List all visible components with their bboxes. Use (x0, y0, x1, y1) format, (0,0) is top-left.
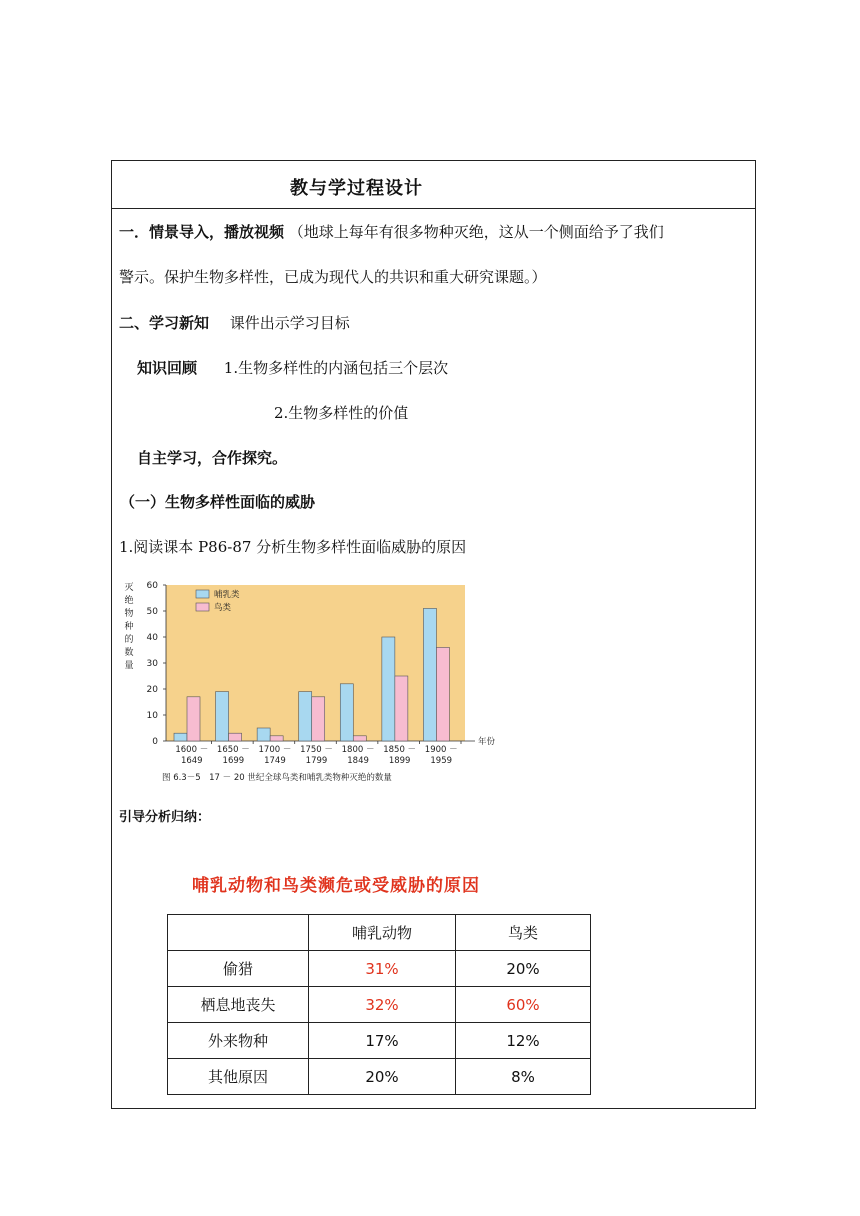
x-tick-label: 1959 (430, 756, 453, 766)
threat-table-title: 哺乳动物和鸟类濒危或受威胁的原因 (192, 876, 480, 896)
table-row (168, 1059, 591, 1095)
y-tick-label: 0 (152, 737, 158, 747)
mammal-percent-cell: 20% (309, 1059, 456, 1095)
mammal-percent-cell: 31% (309, 951, 456, 987)
section1-text1: （地球上每年有很多物种灭绝，这从一个侧面给予了我们 (288, 223, 664, 241)
bird-bar (353, 736, 366, 741)
bird-bar (395, 676, 408, 741)
y-tick-label: 30 (146, 659, 158, 669)
bird-bar (312, 697, 325, 741)
review-item-1: 1.生物多样性的内涵包括三个层次 (223, 359, 449, 377)
bird-bar (436, 647, 449, 741)
chart-caption: 图 6.3－5 17 － 20 世纪全球鸟类和哺乳类物种灭绝的数量 (162, 773, 392, 783)
x-tick-label: 1900 － (424, 745, 458, 755)
mammal-percent-cell: 17% (309, 1023, 456, 1059)
bird-percent-cell: 12% (456, 1023, 591, 1059)
legend-swatch (196, 590, 209, 598)
section2-text: 课件出示学习目标 (229, 314, 350, 332)
mammal-bar (299, 692, 312, 741)
y-axis-label-char: 物 (124, 609, 134, 619)
y-tick-label: 60 (146, 581, 158, 591)
bird-percent-cell: 20% (456, 951, 591, 987)
bird-percent-cell: 60% (456, 987, 591, 1023)
x-tick-label: 1600 － (175, 745, 209, 755)
mammal-bar (423, 608, 436, 741)
table-row (168, 951, 591, 987)
x-axis-label: 年份 (478, 737, 496, 747)
y-tick-label: 50 (146, 607, 158, 617)
x-tick-label: 1899 (388, 756, 411, 766)
bird-bar (187, 697, 200, 741)
section1-heading: 一．情景导入，播放视频 (119, 223, 285, 241)
bird-bar (270, 736, 283, 741)
y-axis-label-char: 种 (124, 622, 134, 632)
mammal-bar (382, 637, 395, 741)
subsection-heading: （一）生物多样性面临的威胁 (120, 493, 316, 511)
y-tick-label: 20 (146, 685, 158, 695)
legend-label: 鸟类 (214, 603, 232, 613)
bird-percent-cell: 8% (456, 1059, 591, 1095)
mammal-bar (174, 733, 187, 741)
y-axis-label-char: 的 (124, 635, 134, 645)
legend-label: 哺乳类 (214, 590, 240, 600)
y-axis-label-char: 数 (124, 648, 134, 658)
y-axis-label-char: 量 (124, 661, 134, 671)
section1-text2: 警示。保护生物多样性，已成为现代人的共识和重大研究课题。） (119, 268, 547, 286)
table-row (168, 1023, 591, 1059)
lesson-frame (111, 160, 756, 1109)
title-row (112, 161, 755, 209)
reading-instruction: 1.阅读课本 P86-87 分析生物多样性面临威胁的原因 (119, 538, 467, 556)
x-tick-label: 1749 (264, 756, 286, 766)
x-tick-label: 1699 (222, 756, 245, 766)
extinction-bar-chart (120, 575, 505, 785)
x-tick-label: 1700 － (258, 745, 292, 755)
x-tick-label: 1799 (305, 756, 328, 766)
table-row (168, 987, 591, 1023)
mammal-bar (216, 692, 229, 741)
threat-table (167, 914, 591, 1095)
self-study-heading: 自主学习，合作探究。 (137, 449, 288, 467)
bird-bar (229, 733, 242, 741)
page-title: 教与学过程设计 (290, 178, 423, 199)
y-tick-label: 40 (146, 633, 158, 643)
section1-line1 (119, 221, 664, 242)
x-tick-label: 1850 － (383, 745, 417, 755)
review-line (137, 357, 448, 378)
y-tick-label: 10 (146, 711, 158, 721)
legend-swatch (196, 603, 209, 611)
y-axis-label-char: 绝 (124, 596, 134, 606)
table-header-cell: 哺乳动物 (309, 915, 456, 951)
table-header-cell: 鸟类 (456, 915, 591, 951)
cause-cell: 栖息地丧失 (168, 987, 309, 1023)
guide-label: 引导分析归纳： (119, 810, 211, 825)
x-tick-label: 1649 (180, 756, 203, 766)
table-header-cell (168, 915, 309, 951)
mammal-bar (257, 728, 270, 741)
x-tick-label: 1650 － (216, 745, 250, 755)
x-tick-label: 1800 － (341, 745, 375, 755)
review-heading: 知识回顾 (137, 359, 198, 377)
x-tick-label: 1849 (347, 756, 369, 766)
cause-cell: 偷猎 (168, 951, 309, 987)
mammal-percent-cell: 32% (309, 987, 456, 1023)
cause-cell: 外来物种 (168, 1023, 309, 1059)
y-axis-label-char: 灭 (124, 583, 134, 593)
table-header-row (168, 915, 591, 951)
section2-line (119, 312, 350, 333)
cause-cell: 其他原因 (168, 1059, 309, 1095)
section2-heading: 二、学习新知 (119, 314, 210, 332)
mammal-bar (340, 684, 353, 741)
review-item-2: 2.生物多样性的价值 (274, 404, 409, 422)
x-tick-label: 1750 － (300, 745, 333, 755)
